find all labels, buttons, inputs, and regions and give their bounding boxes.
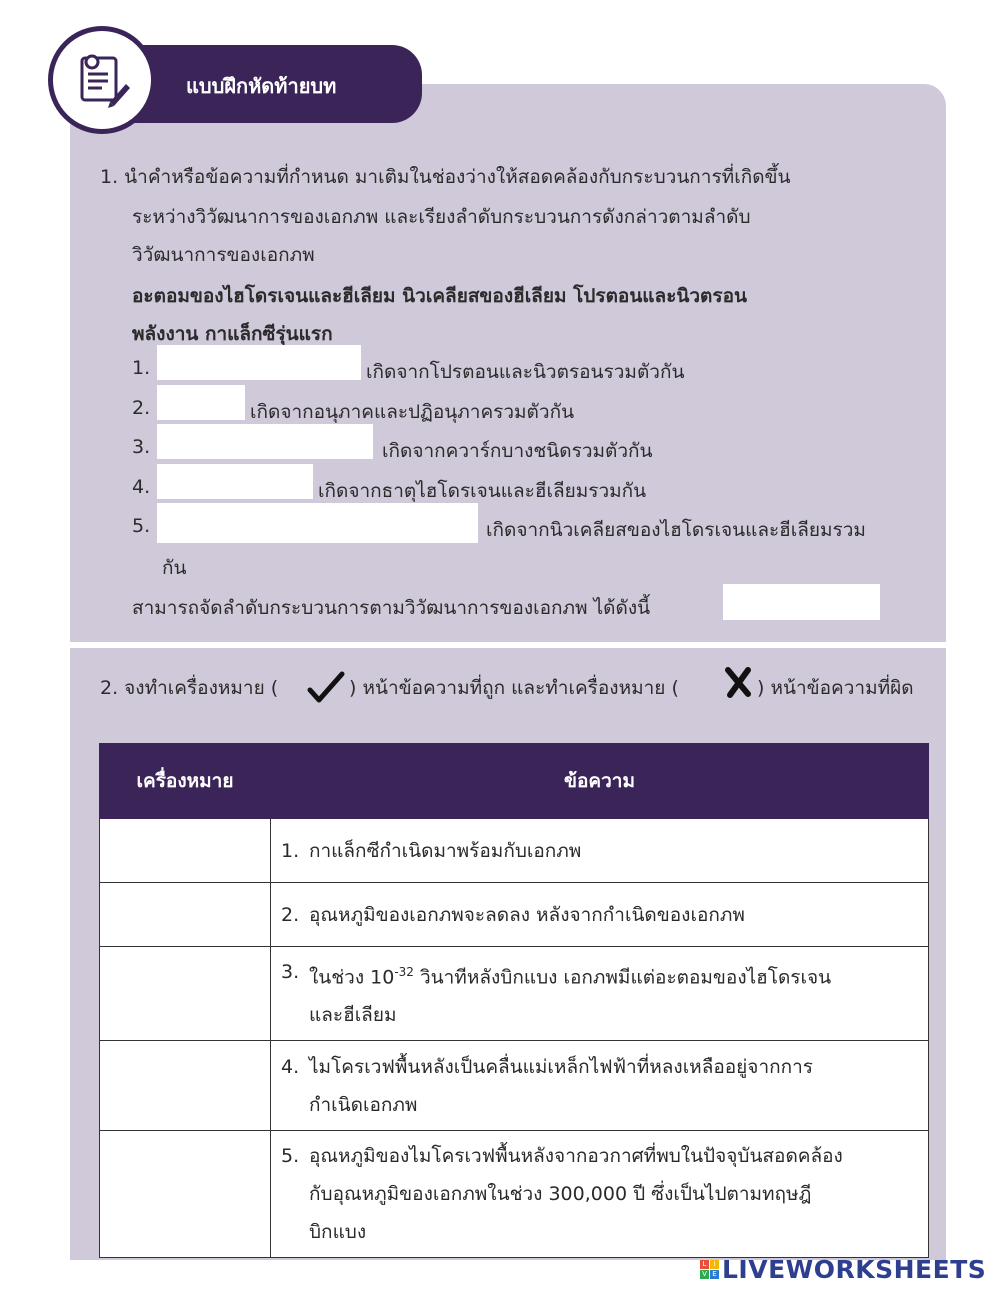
statement-text: กับอุณหภูมิของเอกภพในช่วง 300,000 ปี ซึ่งเป็นไปตามทฤษฎี [309,1183,812,1206]
item-3-text: เกิดจากควาร์กบางชนิดรวมตัวกัน [382,440,653,462]
blank-item-2[interactable] [157,385,245,420]
item-5-number: 5. [132,515,151,537]
item-4-text: เกิดจากธาตุไฮโดรเจนและฮีเลียมรวมกัน [318,480,647,502]
liveworksheets-logo [700,1255,986,1284]
statement-table [99,743,929,1258]
q1-line-2: ระหว่างวิวัฒนาการของเอกภพ และเรียงลำดับกระบวนการดังกล่าวตามลำดับ [132,206,751,228]
statement-text: วินาทีหลังบิกแบง เอกภพมีแต่อะตอมของไฮโดรเจน [413,966,832,989]
order-prompt: สามารถจัดลำดับกระบวนการตามวิวัฒนาการของเอกภพ ได้ดังนี้ [132,597,651,619]
header-badge [48,26,156,134]
q2-prompt-end: ) หน้าข้อความที่ผิด [757,677,914,699]
statement-text: บิกแบง [309,1221,367,1244]
statement-number: 3. [281,961,300,983]
mark-cell-2[interactable] [100,883,271,947]
table-header-row [100,744,929,819]
item-1-text: เกิดจากโปรตอนและนิวตรอนรวมตัวกัน [366,361,685,383]
q2-prompt-start: 2. จงทำเครื่องหมาย ( [100,677,279,699]
check-mark-icon [306,670,346,704]
logo-text: LIVEWORKSHEETS [722,1255,987,1284]
statement-cell [271,883,929,947]
table-row [100,1131,929,1258]
statement-cell [271,947,929,1041]
table-row [100,947,929,1041]
q1-line-1: 1. นำคำหรือข้อความที่กำหนด มาเติมในช่องว่างให้สอดคล้องกับกระบวนการที่เกิดขึ้น [100,166,791,188]
item-5-text-continued: กัน [162,557,187,579]
statement-number: 5. [281,1145,300,1168]
statement-number: 1. [281,839,300,862]
statement-cell [271,1041,929,1131]
item-2-text: เกิดจากอนุภาคและปฏิอนุภาครวมตัวกัน [250,401,575,423]
blank-item-1[interactable] [157,345,361,380]
x-mark-icon [722,665,754,699]
statement-text: และฮีเลียม [309,1004,397,1027]
item-5-text: เกิดจากนิวเคลียสของไฮโดรเจนและฮีเลียมรวม [486,519,866,541]
q2-prompt-middle: ) หน้าข้อความที่ถูก และทำเครื่องหมาย ( [349,677,679,699]
statement-text: อุณหภูมิของไมโครเวฟพื้นหลังจากอวกาศที่พบในปัจจุบันสอดคล้อง [309,1145,843,1168]
item-4-number: 4. [132,476,151,498]
table-row [100,1041,929,1131]
mark-cell-5[interactable] [100,1131,271,1258]
statement-cell [271,1131,929,1258]
blank-order[interactable] [723,584,880,620]
statement-text: ในช่วง 10 [309,966,395,989]
mark-cell-1[interactable] [100,819,271,883]
header-mark: เครื่องหมาย [100,744,271,819]
blank-item-4[interactable] [157,464,313,499]
item-1-number: 1. [132,357,151,379]
table-row [100,883,929,947]
mark-cell-4[interactable] [100,1041,271,1131]
blank-item-5[interactable] [157,503,478,543]
statement-number: 4. [281,1055,300,1078]
table-row [100,819,929,883]
mark-cell-3[interactable] [100,947,271,1041]
statement-cell [271,819,929,883]
page-title: แบบฝึกหัดท้ายบท [186,74,337,98]
q1-line-3: วิวัฒนาการของเอกภพ [132,244,315,266]
item-3-number: 3. [132,436,151,458]
worksheet-pencil-icon [70,48,134,112]
statement-text: อุณหภูมิของเอกภพจะลดลง หลังจากกำเนิดของเอกภพ [309,903,745,926]
statement-text: ไมโครเวฟพื้นหลังเป็นคลื่นแม่เหล็กไฟฟ้าที่หลงเหลืออยู่จากการ [309,1055,813,1078]
logo-blocks-icon: L I V E [700,1260,719,1279]
word-bank-line-2: พลังงาน กาแล็กซีรุ่นแรก [132,323,333,345]
item-2-number: 2. [132,397,151,419]
blank-item-3[interactable] [157,424,373,459]
header-statement: ข้อความ [271,744,929,819]
statement-text: กาแล็กซีกำเนิดมาพร้อมกับเอกภพ [309,839,582,862]
statement-exponent: -32 [394,965,414,979]
word-bank-line-1: อะตอมของไฮโดรเจนและฮีเลียม นิวเคลียสของฮีเลียม โปรตอนและนิวตรอน [132,285,748,307]
statement-text: กำเนิดเอกภพ [309,1093,418,1116]
statement-number: 2. [281,903,300,926]
